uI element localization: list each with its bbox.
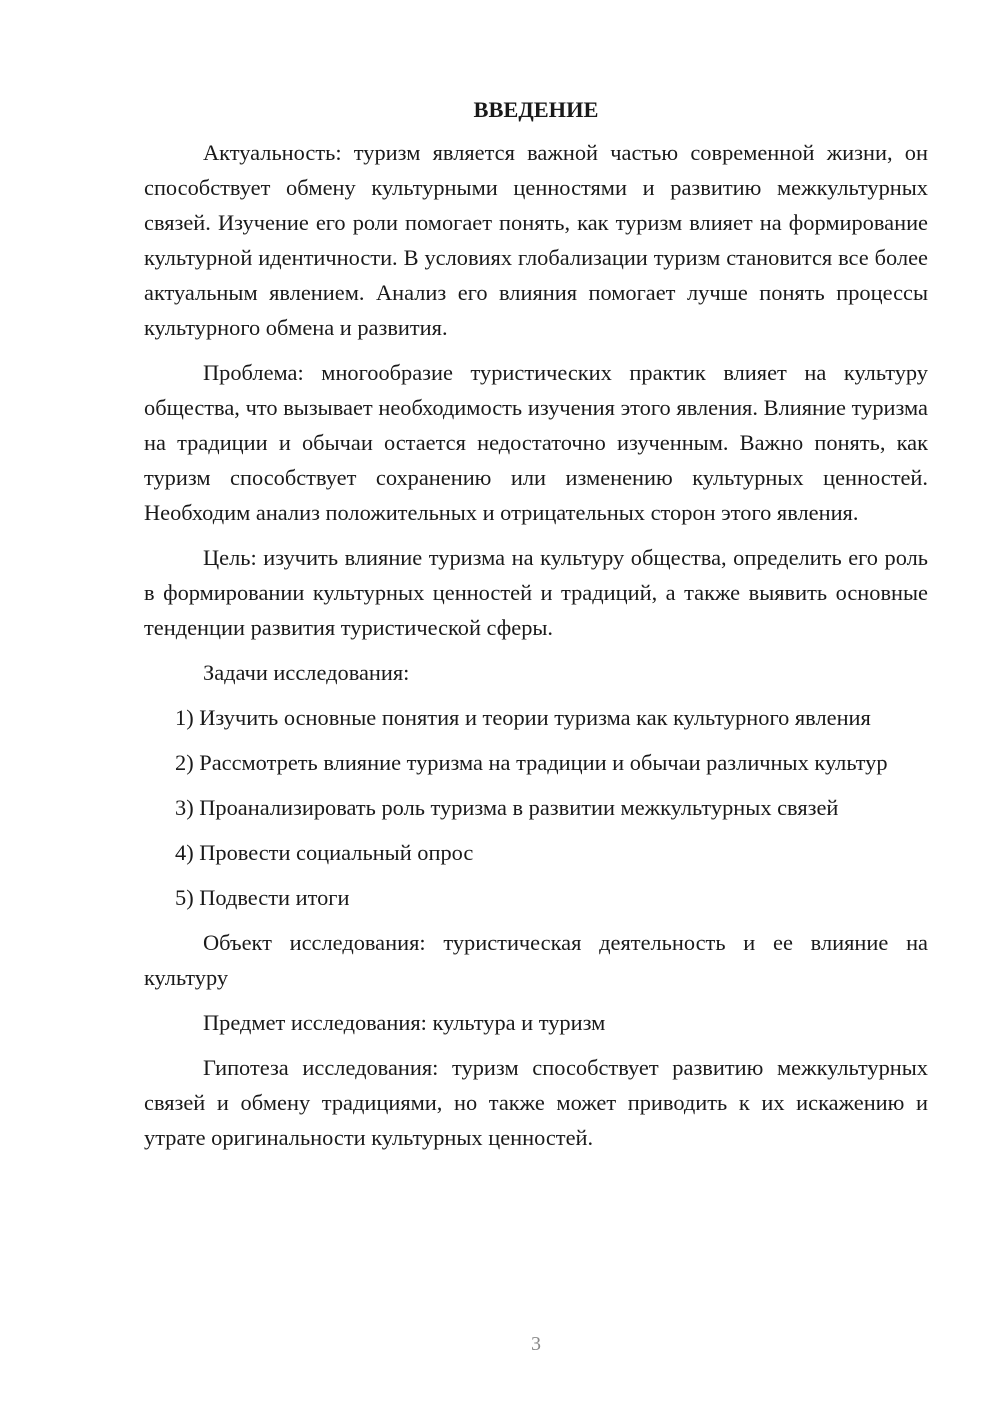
page-content — [144, 92, 928, 1165]
page-number: 3 — [531, 1333, 541, 1355]
page-title: ВВЕДЕНИЕ — [473, 97, 599, 122]
paragraph-problem: Проблема: многообразие туристических практик влияет на культуру общества, что вызывает необходимость изучения этого явления. Влияние туризма на традиции и обычаи остается недостаточно изученным. Важно понять, как туризм способствует сохранению или изменению культурных ценностей. Необходим анализ положительных и отрицательных сторон этого явления. — [144, 360, 928, 525]
task-item-1: 1) Изучить основные понятия и теории туризма как культурного явления — [175, 705, 871, 730]
paragraph-relevance: Актуальность: туризм является важной частью современной жизни, он способствует обмену культурными ценностями и развитию межкультурных связей. Изучение его роли помогает понять, как туризм влияет на формирование культурной идентичности. В условиях глобализации туризм становится все более актуальным явлением. Анализ его влияния помогает лучше понять процессы культурного обмена и развития. — [144, 140, 928, 340]
task-item-4: 4) Провести социальный опрос — [175, 840, 474, 865]
paragraph-tasks-heading: Задачи исследования: — [203, 660, 410, 685]
paragraph-object: Объект исследования: туристическая деятельность и ее влияние на культуру — [144, 930, 928, 990]
paragraph-hypothesis: Гипотеза исследования: туризм способствует развитию межкультурных связей и обмену традициями, но также может приводить к их искажению и утрате оригинальности культурных ценностей. — [144, 1055, 928, 1150]
task-list — [144, 700, 928, 915]
task-item-5: 5) Подвести итоги — [175, 885, 350, 910]
task-item-2: 2) Рассмотреть влияние туризма на традиции и обычаи различных культур — [175, 750, 888, 775]
paragraph-goal: Цель: изучить влияние туризма на культуру общества, определить его роль в формировании культурных ценностей и традиций, а также выявить основные тенденции развития туристической сферы. — [144, 545, 928, 640]
paragraph-subject: Предмет исследования: культура и туризм — [203, 1010, 606, 1035]
task-item-3: 3) Проанализировать роль туризма в развитии межкультурных связей — [175, 795, 839, 820]
